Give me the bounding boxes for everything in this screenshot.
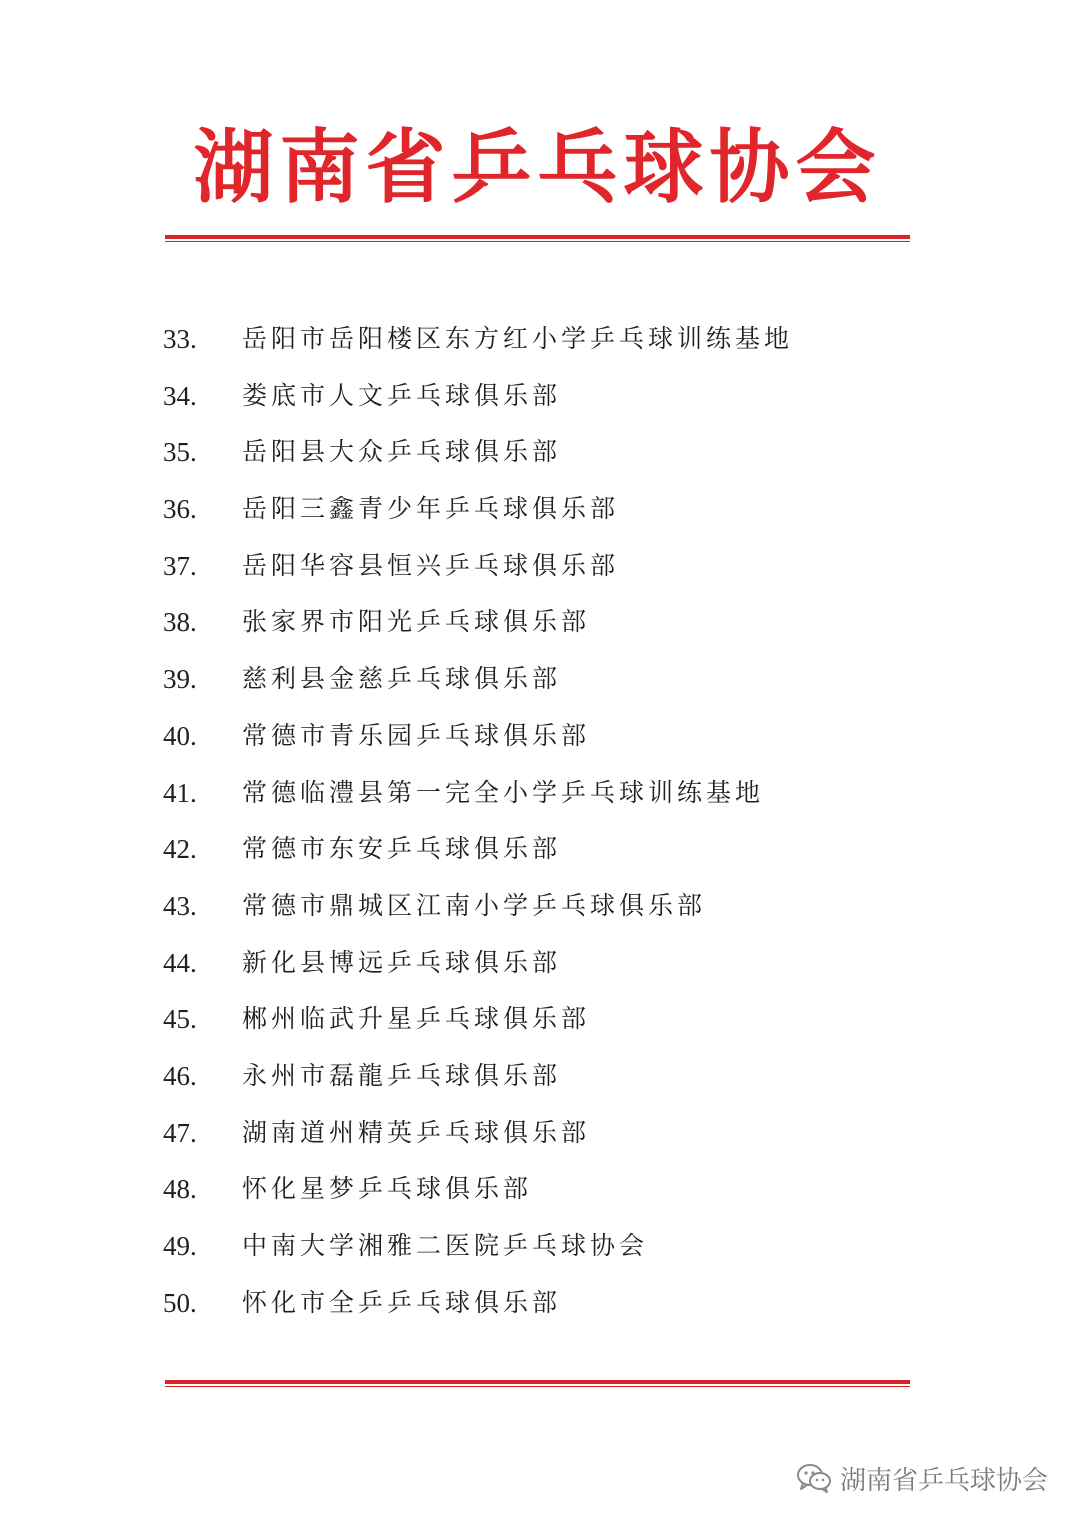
list-item: [0, 538, 1080, 595]
list-item: [0, 651, 1080, 708]
item-name: 常德市东安乒乓球俱乐部: [242, 834, 562, 864]
list-item: [0, 1048, 1080, 1105]
bottom-divider: [165, 1380, 910, 1387]
item-name: 岳阳华容县恒兴乒乓球俱乐部: [242, 550, 620, 580]
item-number: 45.: [163, 1004, 197, 1035]
item-number: 44.: [163, 947, 197, 978]
item-name: 常德市鼎城区江南小学乒乓球俱乐部: [242, 890, 707, 920]
list-item: [0, 1161, 1080, 1218]
item-number: 37.: [163, 550, 197, 581]
item-name: 张家界市阳光乒乓球俱乐部: [242, 607, 591, 637]
item-name: 湖南道州精英乒乓球俱乐部: [242, 1117, 591, 1147]
list-item: [0, 878, 1080, 935]
item-name: 慈利县金慈乒乓球俱乐部: [242, 664, 562, 694]
list-item: [0, 311, 1080, 368]
top-divider: [165, 235, 910, 242]
item-name: 岳阳三鑫青少年乒乓球俱乐部: [242, 494, 620, 524]
list-item: [0, 424, 1080, 481]
item-name: 娄底市人文乒乓球俱乐部: [242, 380, 562, 410]
list-item: [0, 1218, 1080, 1275]
club-list: [0, 311, 1080, 1331]
list-item: [0, 991, 1080, 1048]
item-number: 35.: [163, 437, 197, 468]
item-number: 39.: [163, 664, 197, 695]
item-number: 34.: [163, 380, 197, 411]
source-watermark: [796, 1458, 1048, 1498]
item-name: 永州市磊龍乒乓球俱乐部: [242, 1060, 562, 1090]
item-number: 50.: [163, 1287, 197, 1318]
list-item: [0, 1105, 1080, 1162]
item-number: 41.: [163, 777, 197, 808]
item-name: 岳阳市岳阳楼区东方红小学乒乓球训练基地: [242, 324, 794, 353]
list-item: [0, 935, 1080, 992]
item-name: 新化县博远乒乓球俱乐部: [242, 947, 562, 977]
item-name: 怀化星梦乒乓球俱乐部: [242, 1174, 533, 1204]
list-item: [0, 1275, 1080, 1332]
item-name: 郴州临武升星乒乓球俱乐部: [242, 1004, 591, 1034]
item-number: 33.: [163, 324, 197, 354]
item-name: 中南大学湘雅二医院乒乓球协会: [242, 1231, 649, 1260]
item-number: 47.: [163, 1117, 197, 1148]
item-name: 怀化市全乒乒乓球俱乐部: [242, 1287, 562, 1317]
item-number: 36.: [163, 494, 197, 525]
item-number: 49.: [163, 1231, 197, 1261]
item-number: 48.: [163, 1174, 197, 1205]
item-name: 岳阳县大众乒乓球俱乐部: [242, 437, 562, 467]
list-item: [0, 368, 1080, 425]
list-item: [0, 765, 1080, 822]
list-item: [0, 594, 1080, 651]
item-number: 38.: [163, 607, 197, 638]
item-number: 43.: [163, 890, 197, 921]
item-name: 常德临澧县第一完全小学乒乓球训练基地: [242, 777, 765, 807]
item-number: 40.: [163, 720, 197, 751]
item-number: 42.: [163, 834, 197, 865]
list-item: [0, 481, 1080, 538]
list-item: [0, 708, 1080, 765]
item-name: 常德市青乐园乒乓球俱乐部: [242, 720, 591, 750]
list-item: [0, 821, 1080, 878]
watermark-text: 湖南省乒乓球协会: [839, 1465, 1048, 1496]
document-title: 湖南省乒乓球协会: [193, 120, 882, 214]
item-number: 46.: [163, 1060, 197, 1091]
wechat-icon: [796, 1462, 832, 1494]
